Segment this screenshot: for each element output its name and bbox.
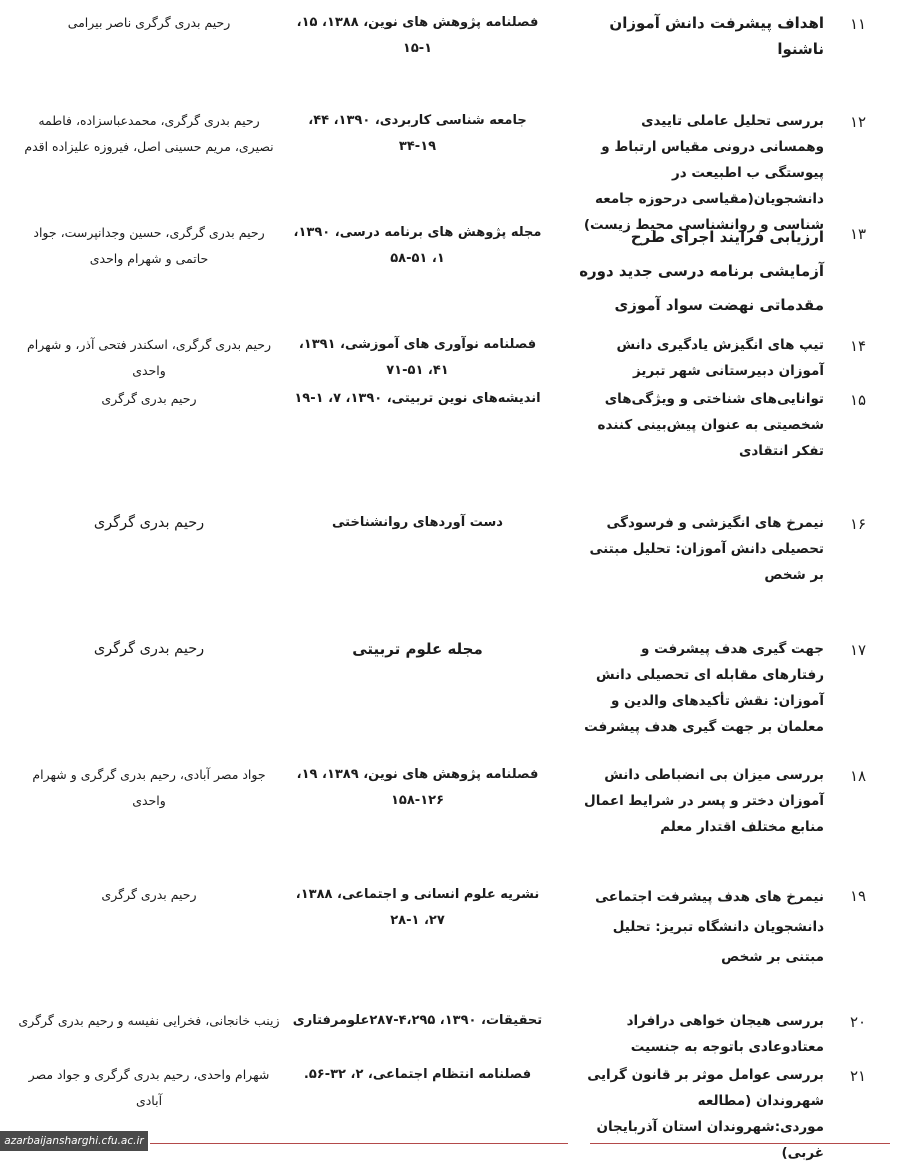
row-source: مجله علوم تربیتی (352, 640, 483, 658)
row-title: تیپ های انگیزش یادگیری دانش آموزان دبیرستانی شهر تبریز (616, 337, 824, 379)
row-authors: رحیم بدری گرگری (101, 391, 197, 406)
row-number: ۱۶ (849, 515, 867, 533)
footer-divider (150, 1143, 568, 1144)
row-authors: رحیم بدری گرگری (93, 515, 205, 531)
row-source: جامعه شناسی کاربردی، ۱۳۹۰، ۴۴، ۱۹-۳۴ (308, 113, 527, 154)
row-authors: رحیم بدری گرگری، اسکندر فتحی آذر، و شهرام واحدی (27, 337, 271, 378)
row-title: بررسی هیجان خواهی درافراد معتادوعادی باتوجه به جنسیت (626, 1013, 824, 1055)
row-number: ۱۷ (849, 641, 867, 659)
row-source: فصلنامه پژوهش های نوین، ۱۳۸۸، ۱۵، ۱-۱۵ (296, 15, 539, 56)
row-authors: شهرام واحدی، رحیم بدری گرگری و جواد مصر آبادی (28, 1067, 270, 1108)
row-source: تحقیقات، ۱۳۹۰، ۴،۲۹۵-۲۸۷علومرفتاری (292, 1013, 543, 1028)
row-title: بررسی عوامل موثر بر قانون گرایی شهروندان (مطالعه موردی:شهروندان استان آذربایجان غربی) (587, 1067, 824, 1161)
row-source: فصلنامه پژوهش های نوین، ۱۳۸۹، ۱۹، ۱۲۶-۱۵۸ (296, 767, 539, 808)
row-source: اندیشه‌های نوین تربیتی، ۱۳۹۰، ۷، ۱-۱۹ (294, 391, 541, 406)
row-source: فصلنامه انتظام اجتماعی، ۲، ۳۲-۵۶. (303, 1067, 532, 1082)
row-source: دست آوردهای روانشناختی (332, 515, 503, 530)
row-title: نیمرخ های هدف پیشرفت اجتماعی دانشجویان دانشگاه تبریز: تحلیل مبتنی بر شخص (595, 889, 824, 965)
row-title: نیمرخ های انگیزشی و فرسودگی تحصیلی دانش آموزان: تحلیل مبتنی بر شخص (589, 515, 824, 583)
row-source: فصلنامه نوآوری های آموزشی، ۱۳۹۱، ۴۱، ۵۱-۷۱ (298, 337, 537, 378)
row-number: ۱۴ (849, 337, 867, 355)
row-source: نشریه علوم انسانی و اجتماعی، ۱۳۸۸، ۲۷، ۱-۲۸ (295, 887, 540, 928)
row-title: توانایی‌های شناختی و ویژگی‌های شخصیتی به عنوان پیش‌بینی کننده تفکر انتقادی (597, 391, 824, 459)
row-authors: رحیم بدری گرگری ناصر بیرامی (67, 15, 231, 30)
row-number: ۱۳ (849, 225, 867, 243)
row-title: ارزیابی فرایند اجرای طرح آزمایشی برنامه درسی جدید دوره مقدماتی نهضت سواد آموزی (579, 228, 824, 314)
row-title: اهداف پیشرفت دانش آموزان ناشنوا (609, 14, 824, 58)
row-number: ۲۱ (849, 1067, 867, 1085)
row-title: بررسی میزان بی انضباطی دانش آموزان دختر و پسر در شرایط اعمال منابع مختلف اقتدار معلم (584, 767, 824, 835)
row-number: ۲۰ (849, 1013, 867, 1031)
row-source: مجله پژوهش های برنامه درسی، ۱۳۹۰، ۱، ۵۱-۵۸ (293, 225, 542, 266)
row-authors: رحیم بدری گرگری، حسین وجدانپرست، جواد حاتمی و شهرام واحدی (33, 225, 265, 266)
row-title: جهت گیری هدف پیشرفت و رفتارهای مقابله ای تحصیلی دانش آموزان: نقش تأکیدهای والدین و معلمان بر جهت گیری هدف پیشرفت (584, 641, 824, 735)
row-authors: رحیم بدری گرگری (93, 641, 205, 657)
site-logo[interactable]: azarbaijansharghi.cfu.ac.ir (0, 1131, 148, 1151)
row-number: ۱۱ (849, 15, 867, 33)
row-number: ۱۲ (849, 113, 867, 131)
row-number: ۱۸ (849, 767, 867, 785)
row-authors: رحیم بدری گرگری (101, 887, 197, 902)
row-number: ۱۵ (849, 391, 867, 409)
row-authors: جواد مصر آبادی، رحیم بدری گرگری و شهرام واحدی (32, 767, 266, 808)
row-authors: رحیم بدری گرگری، محمدعباسزاده، فاطمه نصیری، مریم حسینی اصل، فیروزه علیزاده اقدم (24, 113, 274, 154)
row-authors: زینب خانجانی، فخرایی نفیسه و رحیم بدری گرگری (18, 1013, 280, 1028)
row-title: بررسی تحلیل عاملی تاییدی وهمسانی درونی مقیاس ارتباط و پیوستگی ب اطبیعت در دانشجویان(مقیاسی درحوزه جامعه شناسی و روانشناسی محیط زیست) (583, 113, 824, 233)
footer-divider (590, 1143, 890, 1144)
row-number: ۱۹ (849, 887, 867, 905)
